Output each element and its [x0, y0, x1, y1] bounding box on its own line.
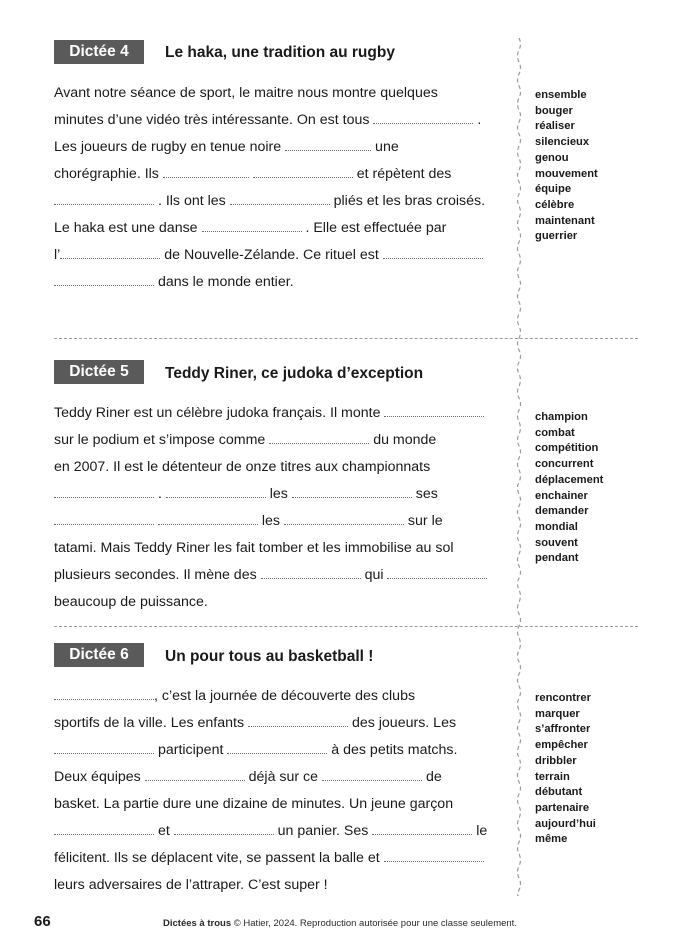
dictation-title: Un pour tous au basketball !	[165, 648, 374, 665]
dictation-badge: Dictée 5	[54, 360, 144, 384]
word-list-item: aujourd’hui	[535, 817, 596, 830]
text-segment: . Ils ont les	[154, 193, 230, 209]
text-line	[54, 269, 504, 296]
blank-space[interactable]	[253, 168, 353, 178]
text-segment: Avant notre séance de sport, le maitre nous montre quelques	[54, 85, 438, 101]
text-segment: du monde	[369, 432, 437, 448]
blank-space[interactable]	[322, 771, 422, 781]
blank-space[interactable]	[54, 195, 154, 205]
text-line	[54, 215, 504, 242]
text-segment: Le haka est une danse	[54, 220, 202, 236]
text-line	[54, 589, 504, 616]
word-list-item: demander	[535, 505, 589, 518]
word-list-item: bouger	[535, 104, 573, 117]
text-segment: félicitent. Ils se déplacent vite, se passent la balle et	[54, 850, 384, 866]
text-segment: et répètent des	[352, 166, 452, 182]
word-list-item: partenaire	[535, 801, 590, 814]
text-segment: des joueurs. Les	[348, 715, 457, 731]
word-list-item: même	[535, 833, 568, 846]
horizontal-cut-line	[54, 338, 638, 339]
word-list-item: genou	[535, 151, 569, 164]
text-segment: . Elle est effectuée par	[301, 220, 447, 236]
blank-space[interactable]	[163, 168, 249, 178]
text-segment: à des petits matchs.	[327, 742, 458, 758]
text-segment: l’	[54, 247, 61, 263]
blank-space[interactable]	[261, 569, 361, 579]
word-list-item: concurrent	[535, 458, 594, 471]
text-segment: pliés et les bras croisés.	[329, 193, 486, 209]
text-segment: chorégraphie. Ils	[54, 166, 163, 182]
blank-space[interactable]	[372, 825, 472, 835]
text-segment: Teddy Riner est un célèbre judoka français. Il monte	[54, 405, 385, 421]
text-line	[54, 242, 504, 269]
text-segment: leurs adversaires de l’attraper. C’est super !	[54, 877, 328, 893]
word-list-item: maintenant	[535, 214, 595, 227]
text-segment: un panier. Ses	[273, 823, 373, 839]
word-list-item: pendant	[535, 552, 579, 565]
blank-space[interactable]	[145, 771, 245, 781]
text-segment: plusieurs secondes. Il mène des	[54, 567, 261, 583]
blank-space[interactable]	[158, 515, 258, 525]
text-line	[54, 134, 504, 161]
blank-space[interactable]	[230, 195, 330, 205]
dictation-badge: Dictée 6	[54, 643, 144, 667]
blank-space[interactable]	[285, 141, 371, 151]
blank-space[interactable]	[174, 825, 274, 835]
word-list-item: rencontrer	[535, 692, 591, 704]
blank-space[interactable]	[248, 717, 348, 727]
word-list-item: mondial	[535, 520, 578, 533]
blank-space[interactable]	[202, 222, 302, 232]
text-line	[54, 535, 504, 562]
text-segment: de	[422, 769, 442, 785]
text-segment: .	[154, 486, 166, 502]
text-segment: dans le monde entier.	[154, 274, 294, 290]
text-line	[54, 427, 504, 454]
text-segment: participent	[154, 742, 228, 758]
blank-space[interactable]	[54, 744, 154, 754]
dictation-title: Le haka, une tradition au rugby	[165, 44, 395, 61]
blank-space[interactable]	[54, 515, 154, 525]
text-segment: tatami. Mais Teddy Riner les fait tomber et les immobilise au sol	[54, 540, 454, 556]
word-list-item: déplacement	[535, 473, 604, 486]
text-segment: les	[265, 486, 292, 502]
blank-space[interactable]	[54, 825, 154, 835]
vertical-cut-line	[515, 38, 523, 896]
text-segment: , c’est la journée de découverte des clubs	[154, 688, 416, 704]
text-line	[54, 764, 504, 791]
footer-credit	[163, 918, 517, 929]
word-list-item: combat	[535, 426, 575, 439]
text-segment: sportifs de la ville. Les enfants	[54, 715, 248, 731]
blank-space[interactable]	[166, 488, 266, 498]
word-list-item: champion	[535, 411, 588, 423]
text-segment: Les joueurs de rugby en tenue noire	[54, 139, 286, 155]
text-line	[54, 80, 504, 107]
text-segment: .	[473, 112, 482, 128]
copyright-notice: © Hatier, 2024. Reproduction autorisée pour une classe seulement.	[233, 918, 517, 929]
text-line	[54, 791, 504, 818]
text-line	[54, 161, 504, 188]
text-segment: de Nouvelle-Zélande. Ce rituel est	[160, 247, 383, 263]
text-line	[54, 845, 504, 872]
word-list-item: guerrier	[535, 230, 578, 243]
word-list-item: enchainer	[535, 489, 588, 502]
word-list-item: s’affronter	[535, 723, 591, 736]
text-segment: minutes d’une vidéo très intéressante. On est tous	[54, 112, 374, 128]
text-segment: Deux équipes	[54, 769, 145, 785]
text-segment: et	[154, 823, 174, 839]
text-segment: qui	[360, 567, 388, 583]
blank-space[interactable]	[54, 488, 154, 498]
word-list-item: marquer	[535, 707, 580, 720]
word-list-item: célèbre	[535, 198, 575, 211]
blank-space[interactable]	[284, 515, 404, 525]
text-segment: sur le	[403, 513, 443, 529]
text-line	[54, 400, 504, 427]
word-list-item: terrain	[535, 770, 570, 783]
dictation-text	[54, 400, 504, 616]
blank-space[interactable]	[54, 276, 154, 286]
text-segment: basket. La partie dure une dizaine de minutes. Un jeune garçon	[54, 796, 454, 812]
text-line	[54, 508, 504, 535]
blank-space[interactable]	[292, 488, 412, 498]
text-segment: le	[472, 823, 488, 839]
word-list-item: réaliser	[535, 120, 575, 133]
blank-space[interactable]	[373, 114, 473, 124]
word-list-item: équipe	[535, 183, 572, 196]
horizontal-cut-line	[54, 626, 638, 627]
text-line	[54, 683, 504, 710]
word-list-item: ensemble	[535, 89, 587, 101]
blank-space[interactable]	[54, 690, 154, 700]
word-list-item: débutant	[535, 786, 583, 799]
blank-space[interactable]	[269, 434, 369, 444]
word-list	[535, 691, 596, 848]
word-list	[535, 88, 598, 245]
text-segment: les	[257, 513, 284, 529]
word-list-item: mouvement	[535, 167, 598, 180]
word-list-item: silencieux	[535, 136, 590, 149]
text-segment: déjà sur ce	[244, 769, 322, 785]
text-line	[54, 872, 504, 899]
text-segment: une	[371, 139, 399, 155]
dictation-title: Teddy Riner, ce judoka d’exception	[165, 365, 424, 382]
blank-space[interactable]	[383, 249, 483, 259]
dictation-badge: Dictée 4	[54, 40, 144, 64]
text-line	[54, 562, 504, 589]
word-list-item: souvent	[535, 536, 578, 549]
blank-space[interactable]	[60, 249, 160, 259]
text-line	[54, 107, 504, 134]
text-line	[54, 818, 504, 845]
text-line	[54, 737, 504, 764]
text-segment: beaucoup de puissance.	[54, 594, 208, 610]
text-line	[54, 710, 504, 737]
page-number: 66	[34, 913, 51, 930]
blank-space[interactable]	[227, 744, 327, 754]
word-list-item: dribbler	[535, 754, 577, 767]
dictation-text	[54, 683, 504, 899]
text-segment: sur le podium et s’impose comme	[54, 432, 270, 448]
dictation-text	[54, 80, 504, 296]
blank-space[interactable]	[387, 569, 487, 579]
blank-space[interactable]	[384, 407, 484, 417]
book-title: Dictées à trous	[163, 918, 232, 929]
word-list-item: compétition	[535, 442, 599, 455]
text-line	[54, 188, 504, 215]
text-line	[54, 454, 504, 481]
word-list	[535, 410, 603, 567]
blank-space[interactable]	[384, 852, 484, 862]
text-line	[54, 481, 504, 508]
text-segment: en 2007. Il est le détenteur de onze titres aux championnats	[54, 459, 431, 475]
text-segment: ses	[411, 486, 438, 502]
word-list-item: empêcher	[535, 739, 588, 752]
